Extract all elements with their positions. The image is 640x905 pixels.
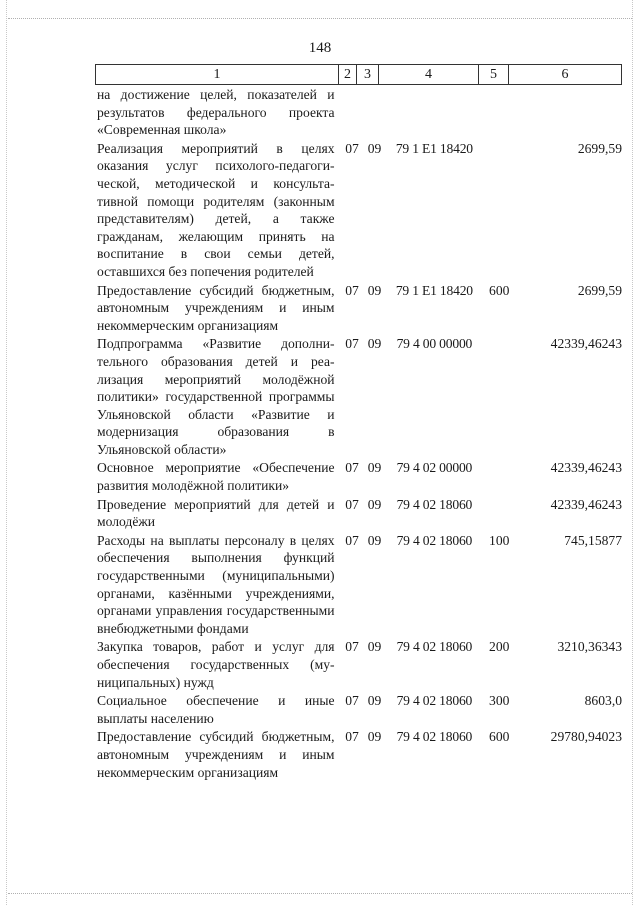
row-name: Проведение мероприятий для детей и молодёжи xyxy=(97,496,335,530)
row-name: Предоставление субсидий бюджетным, автономным учреждениям и иным некоммерческим организациям xyxy=(97,282,335,333)
row-subsection: 09 xyxy=(367,336,382,352)
column-header-2: 2 xyxy=(339,65,357,84)
row-subsection: 09 xyxy=(367,729,382,745)
row-name: Закупка товаров, работ и услуг для обеспечения государственных (муниципальных) нужд xyxy=(97,639,335,690)
row-subsection: 09 xyxy=(367,693,382,709)
row-name: Реализация мероприятий в целях оказания услуг психолого-педагогической, методической и консультативной помощи родителям (законным представителям) детей, а также гражданам, желающим принять на воспитание в свои семьи детей, оставшихся без попечения родителей xyxy=(97,140,335,279)
row-amount: 2699,59 xyxy=(577,282,623,298)
row-target-code: 79 1 E1 18420 xyxy=(395,282,473,298)
row-subsection: 09 xyxy=(367,282,382,298)
row-subsection: 09 xyxy=(367,532,382,548)
scan-edge-bottom xyxy=(8,893,632,894)
row-target-code: 79 4 02 18060 xyxy=(396,496,473,512)
row-amount: 42339,46243 xyxy=(550,336,623,352)
row-subsection: 09 xyxy=(367,639,382,655)
table-row xyxy=(97,692,622,727)
table-row xyxy=(97,496,622,531)
row-section: 07 xyxy=(345,496,359,512)
row-name: Подпрограмма «Развитие дополнительного образования детей и реализация мероприятий молодёжной политики» государственной программы Ульяновской области «Развитие и модернизация образования в Ульяновской области» xyxy=(97,336,335,457)
row-section: 07 xyxy=(345,532,359,548)
table-row xyxy=(97,459,622,494)
column-header-4: 4 xyxy=(379,65,479,84)
column-header-1: 1 xyxy=(96,65,339,84)
row-section: 07 xyxy=(345,639,359,655)
row-section: 07 xyxy=(345,336,359,352)
table-row xyxy=(97,728,622,781)
column-header-5: 5 xyxy=(479,65,509,84)
row-amount: 29780,94023 xyxy=(550,729,623,745)
row-name: Социальное обеспечение и иные выплаты населению xyxy=(97,693,335,726)
row-subsection: 09 xyxy=(367,496,382,512)
page-number: 148 xyxy=(308,40,332,56)
row-subsection: 09 xyxy=(367,140,382,156)
scan-edge-right xyxy=(632,0,633,905)
row-target-code: 79 4 00 00000 xyxy=(396,336,473,352)
scan-edge-left xyxy=(6,0,7,905)
table-body xyxy=(97,86,622,782)
row-expense-type: 300 xyxy=(489,693,510,709)
row-section: 07 xyxy=(345,282,359,298)
row-target-code: 79 1 E1 18420 xyxy=(395,140,473,156)
table-row xyxy=(97,638,622,691)
row-amount: 42339,46243 xyxy=(550,460,623,476)
row-target-code: 79 4 02 18060 xyxy=(396,693,473,709)
row-expense-type: 600 xyxy=(489,729,510,745)
row-expense-type: 200 xyxy=(489,639,510,655)
column-header-3: 3 xyxy=(357,65,379,84)
row-section: 07 xyxy=(345,693,359,709)
table-row xyxy=(97,282,622,335)
row-amount: 745,15877 xyxy=(564,532,623,548)
row-section: 07 xyxy=(345,460,359,476)
row-name: Предоставление субсидий бюджетным, автономным учреждениям и иным некоммерческим организациям xyxy=(97,729,335,780)
column-header-6: 6 xyxy=(561,67,569,82)
row-name: Основное мероприятие «Обеспечение развития молодёжной политики» xyxy=(97,460,335,494)
table-row xyxy=(97,532,622,638)
row-target-code: 79 4 02 18060 xyxy=(396,532,473,548)
table-row xyxy=(97,335,622,458)
row-name: на достижение целей, показателей и результатов федерального проекта «Современная школа» xyxy=(97,87,335,138)
row-amount: 42339,46243 xyxy=(550,496,623,512)
row-expense-type: 600 xyxy=(489,282,510,298)
row-amount: 8603,0 xyxy=(584,693,623,709)
row-section: 07 xyxy=(345,729,359,745)
row-target-code: 79 4 02 18060 xyxy=(396,639,473,655)
scan-edge-top xyxy=(8,18,632,19)
row-target-code: 79 4 02 00000 xyxy=(396,460,473,476)
table-row xyxy=(97,86,622,139)
row-subsection: 09 xyxy=(367,460,382,476)
row-amount: 3210,36343 xyxy=(557,639,623,655)
row-section: 07 xyxy=(345,140,359,156)
row-name: Расходы на выплаты персоналу в целях обеспечения выполнения функций государственными (муниципальными) органами, казёнными учреждениями, органами управления государственными внебюджетными фондами xyxy=(97,532,335,636)
table-header xyxy=(95,64,622,85)
table-row xyxy=(97,140,622,281)
row-expense-type: 100 xyxy=(489,532,510,548)
row-amount: 2699,59 xyxy=(577,140,623,156)
row-target-code: 79 4 02 18060 xyxy=(396,729,473,745)
